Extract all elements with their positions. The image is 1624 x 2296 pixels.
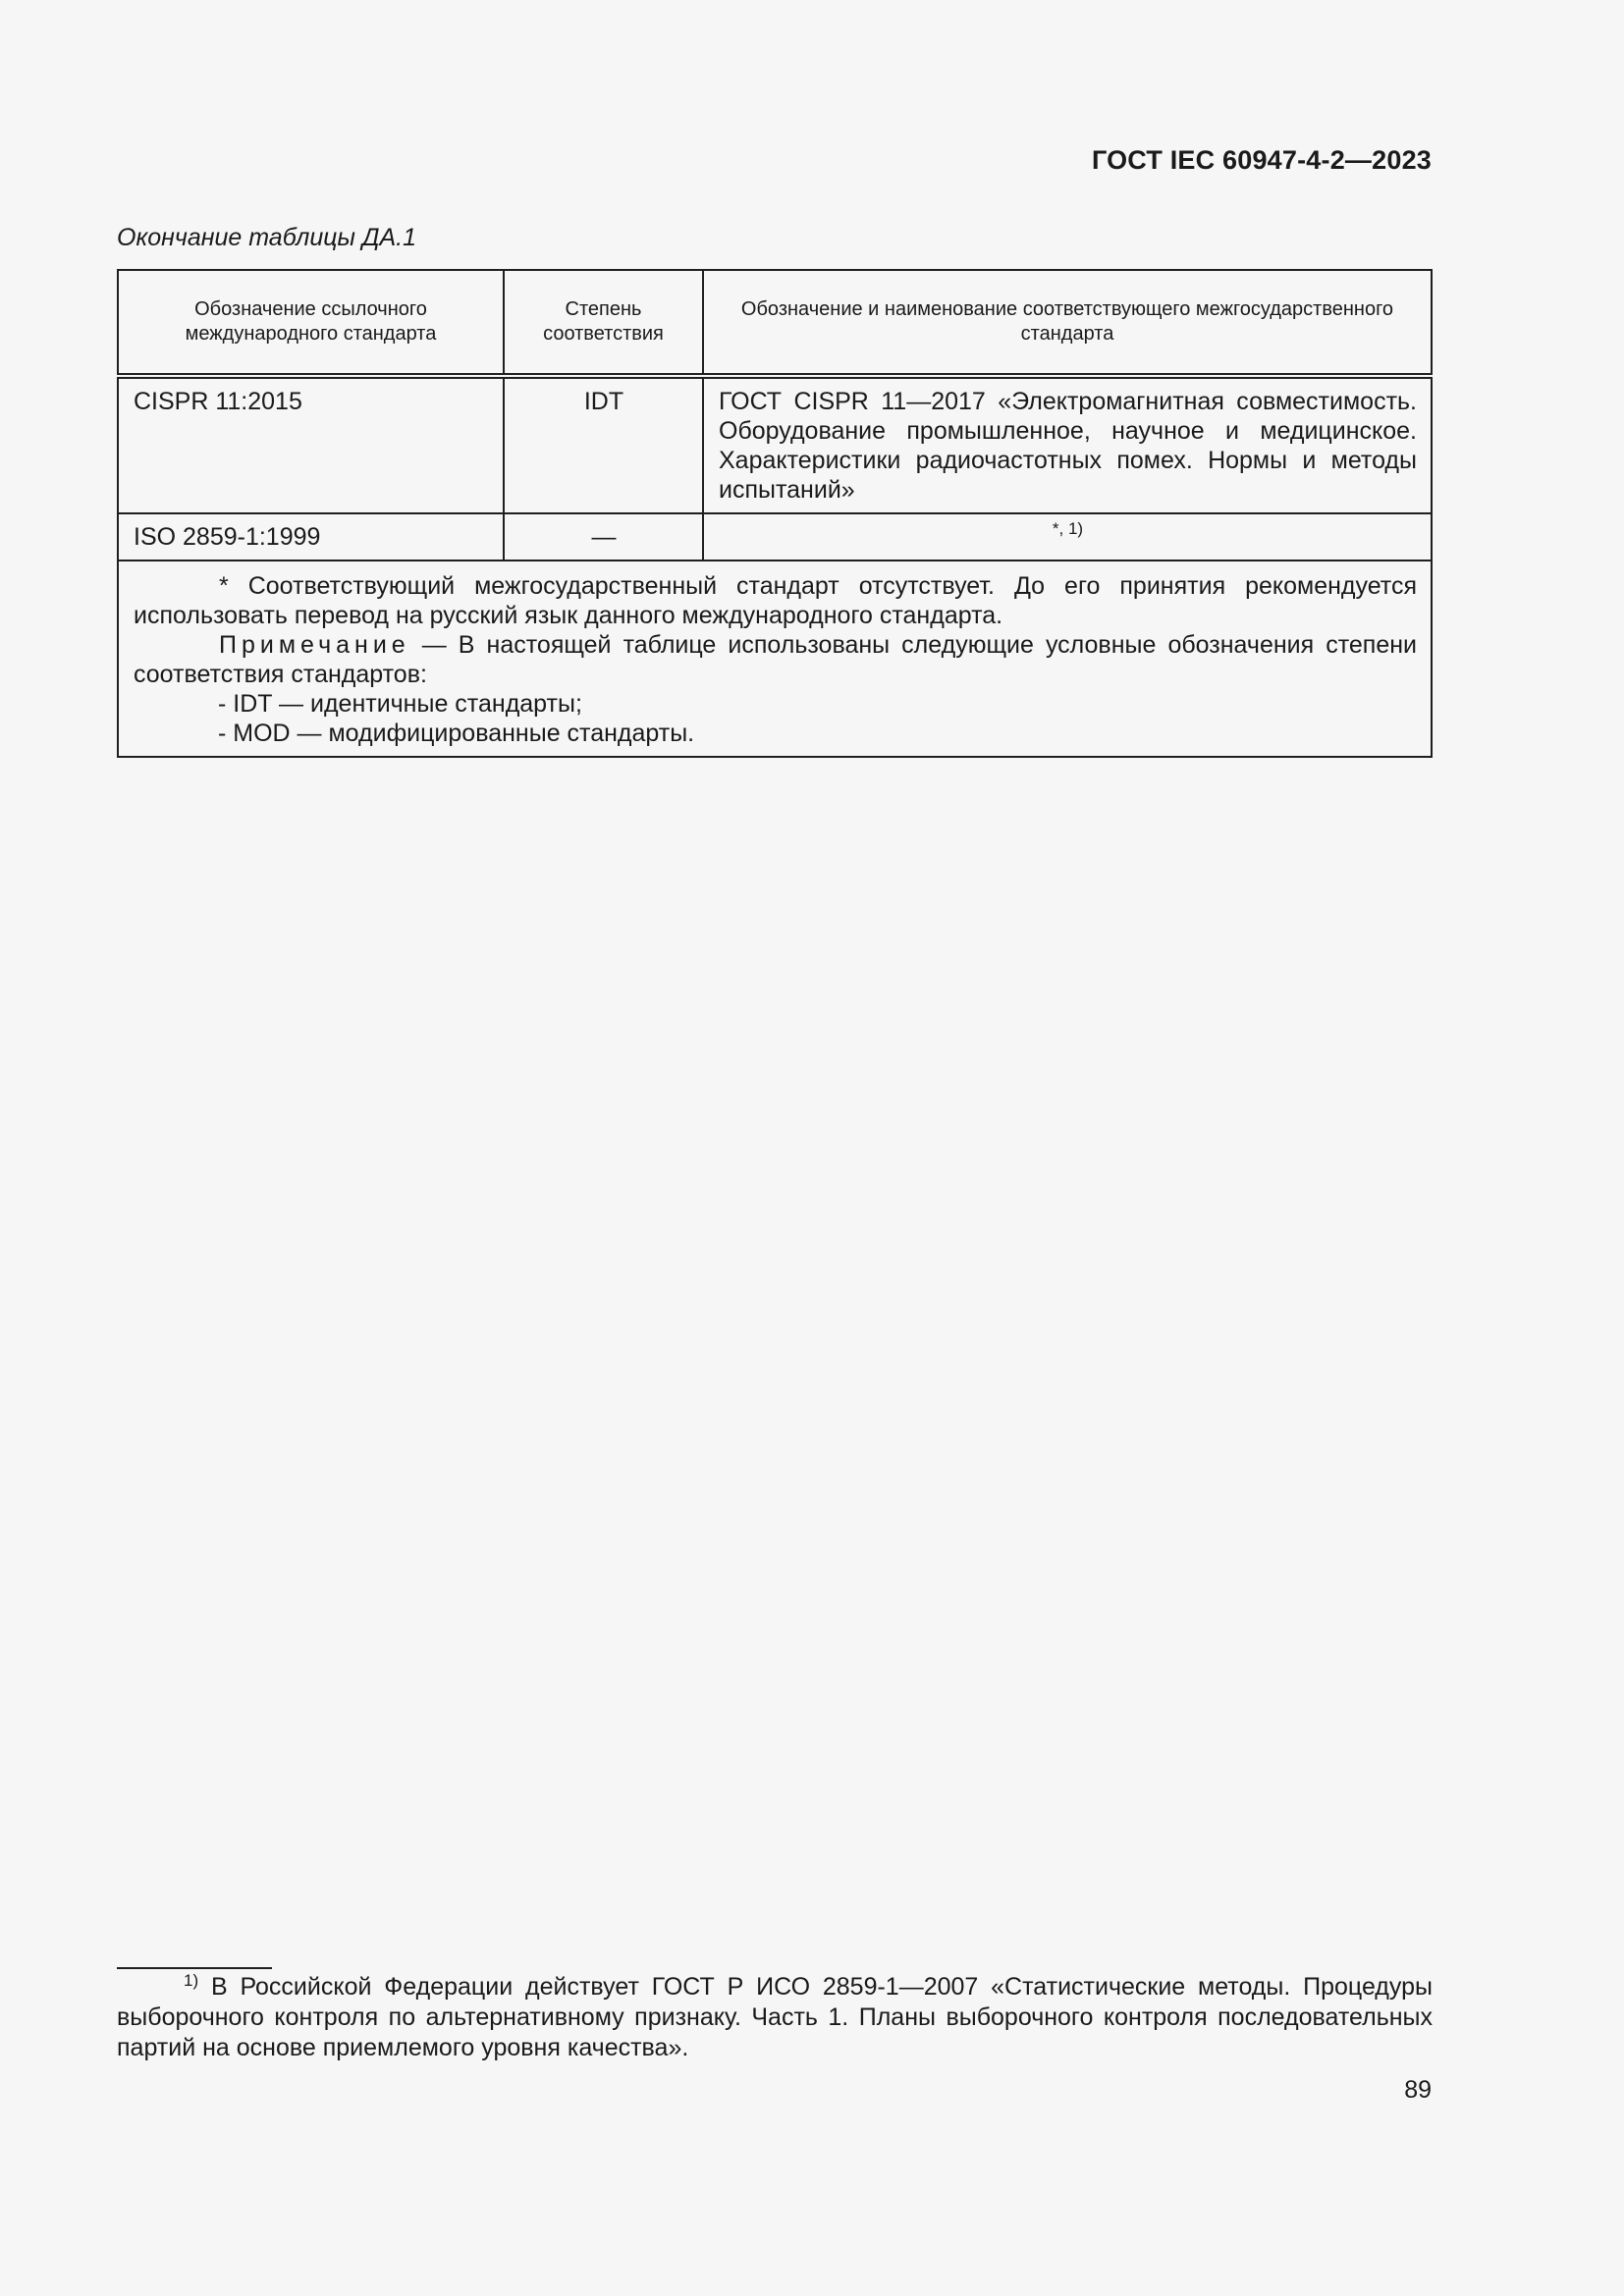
cell-degree: IDT: [504, 376, 703, 513]
footnote-divider: [117, 1967, 272, 1969]
footnote-text: В Российской Федерации действует ГОСТ Р ИСО 2859-1—2007 «Статистические методы. Процедуры выборочного контроля по альтернативному признаку. Часть 1. Планы выборочного контроля последовательных партий на основе приемлемого уровня качества».: [117, 1973, 1433, 2061]
cell-degree: —: [504, 513, 703, 561]
table-notes: [118, 561, 1432, 757]
note-text: — В настоящей таблице использованы следующие условные обозначения степени соответствия стандартов:: [134, 631, 1417, 688]
list-item: - MOD — модифицированные стандарты.: [218, 720, 695, 747]
asterisk-note: * Соответствующий межгосударственный стандарт отсутствует. До его принятия рекомендуется использовать перевод на русский язык данного международного стандарта.: [134, 572, 1417, 629]
page-number: 89: [1404, 2076, 1432, 2104]
cell-reference: CISPR 11:2015: [118, 376, 504, 513]
column-header-reference: Обозначение ссылочного международного стандарта: [118, 270, 504, 376]
list-item: - IDT — идентичные стандарты;: [218, 690, 582, 718]
footnote-marker: 1): [184, 1971, 199, 1990]
table-notes-row: [118, 561, 1432, 757]
document-title: ГОСТ IEC 60947-4-2—2023: [1091, 145, 1432, 175]
column-header-degree: Степень соответствия: [504, 270, 703, 376]
standards-table: [117, 269, 1433, 758]
note-label: Примечание: [219, 631, 410, 659]
note-paragraph: [134, 630, 1417, 689]
table-row: [118, 376, 1432, 513]
column-header-interstate: Обозначение и наименование соответствующего межгосударственного стандарта: [703, 270, 1432, 376]
cell-interstate: ГОСТ CISPR 11—2017 «Электромагнитная совместимость. Оборудование промышленное, научное и медицинское. Характеристики радиочастотных помех. Нормы и методы испытаний»: [703, 376, 1432, 513]
cell-reference: ISO 2859-1:1999: [118, 513, 504, 561]
cell-interstate: *, 1): [703, 513, 1432, 561]
table-row: [118, 513, 1432, 561]
footnote: [117, 1972, 1433, 2063]
table-caption: Окончание таблицы ДА.1: [117, 224, 416, 251]
table-header-row: [118, 270, 1432, 376]
